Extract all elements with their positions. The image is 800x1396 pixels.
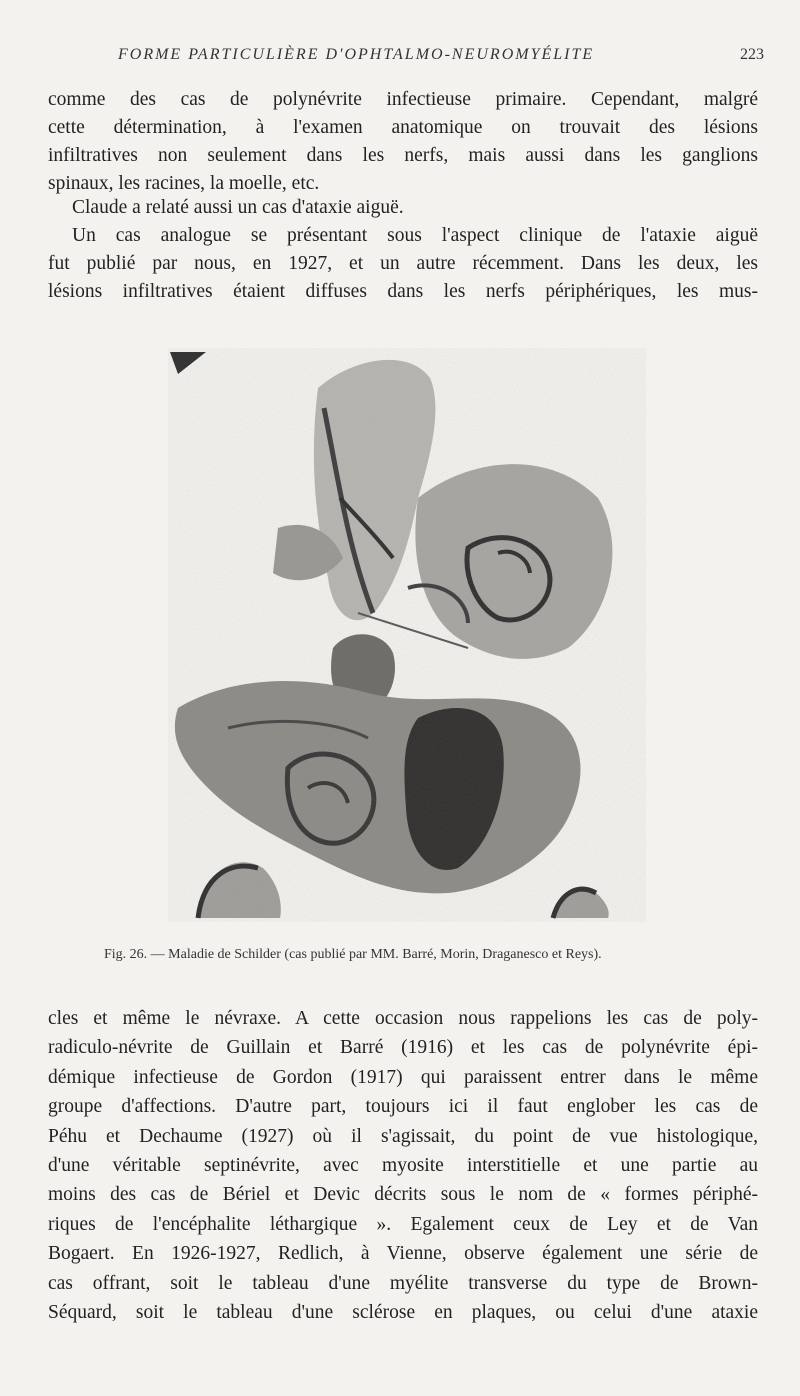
- text-line: radiculo-névrite de Guillain et Barré (1916) et les cas de polynévrite épi-: [48, 1037, 758, 1059]
- paragraph-3: [48, 222, 758, 306]
- text-line: infiltratives non seulement dans les nerfs, mais aussi dans les ganglions: [48, 145, 758, 166]
- paragraph-4: [48, 1004, 758, 1327]
- text-line: Claude a relaté aussi un cas d'ataxie aiguë.: [72, 197, 404, 218]
- figure-caption: Fig. 26. — Maladie de Schilder (cas publié par MM. Barré, Morin, Draganesco et Reys).: [104, 947, 602, 962]
- text-line: moins des cas de Bériel et Devic décrits sous le nom de « formes périphé-: [48, 1184, 758, 1206]
- paragraph-2: [48, 194, 758, 222]
- text-line: spinaux, les racines, la moelle, etc.: [48, 173, 320, 194]
- text-line: comme des cas de polynévrite infectieuse primaire. Cependant, malgré: [48, 89, 758, 110]
- page-number: 223: [740, 46, 764, 63]
- text-line: Un cas analogue se présentant sous l'aspect clinique de l'ataxie aiguë: [72, 225, 758, 246]
- histology-figure: [168, 348, 646, 922]
- text-line: fut publié par nous, en 1927, et un autre récemment. Dans les deux, les: [48, 253, 758, 274]
- text-line: démique infectieuse de Gordon (1917) qui paraissent entrer dans le même: [48, 1066, 758, 1088]
- text-line: Bogaert. En 1926-1927, Redlich, à Vienne, observe également une série de: [48, 1243, 758, 1265]
- text-line: lésions infiltratives étaient diffuses dans les nerfs périphériques, les mus-: [48, 281, 758, 302]
- text-line: riques de l'encéphalite léthargique ». Egalement ceux de Ley et de Van: [48, 1213, 758, 1235]
- running-title: FORME PARTICULIÈRE D'OPHTALMO-NEUROMYÉLITE: [118, 46, 595, 63]
- text-line: d'une véritable septinévrite, avec myosite interstitielle et une partie au: [48, 1155, 758, 1177]
- paragraph-1: [48, 86, 758, 198]
- text-line: cles et même le névraxe. A cette occasion nous rappelions les cas de poly-: [48, 1008, 758, 1029]
- text-line: Séquard, soit le tableau d'une sclérose en plaques, ou celui d'une ataxie: [48, 1302, 758, 1324]
- text-line: groupe d'affections. D'autre part, toujours ici il faut englober les cas de: [48, 1096, 758, 1118]
- text-line: Péhu et Dechaume (1927) où il s'agissait, du point de vue histologique,: [48, 1125, 758, 1147]
- brain-section-image: [168, 348, 646, 922]
- text-line: cas offrant, soit le tableau d'une myélite transverse du type de Brown-: [48, 1272, 758, 1294]
- running-header: [0, 46, 800, 70]
- text-line: cette détermination, à l'examen anatomique on trouvait des lésions: [48, 117, 758, 138]
